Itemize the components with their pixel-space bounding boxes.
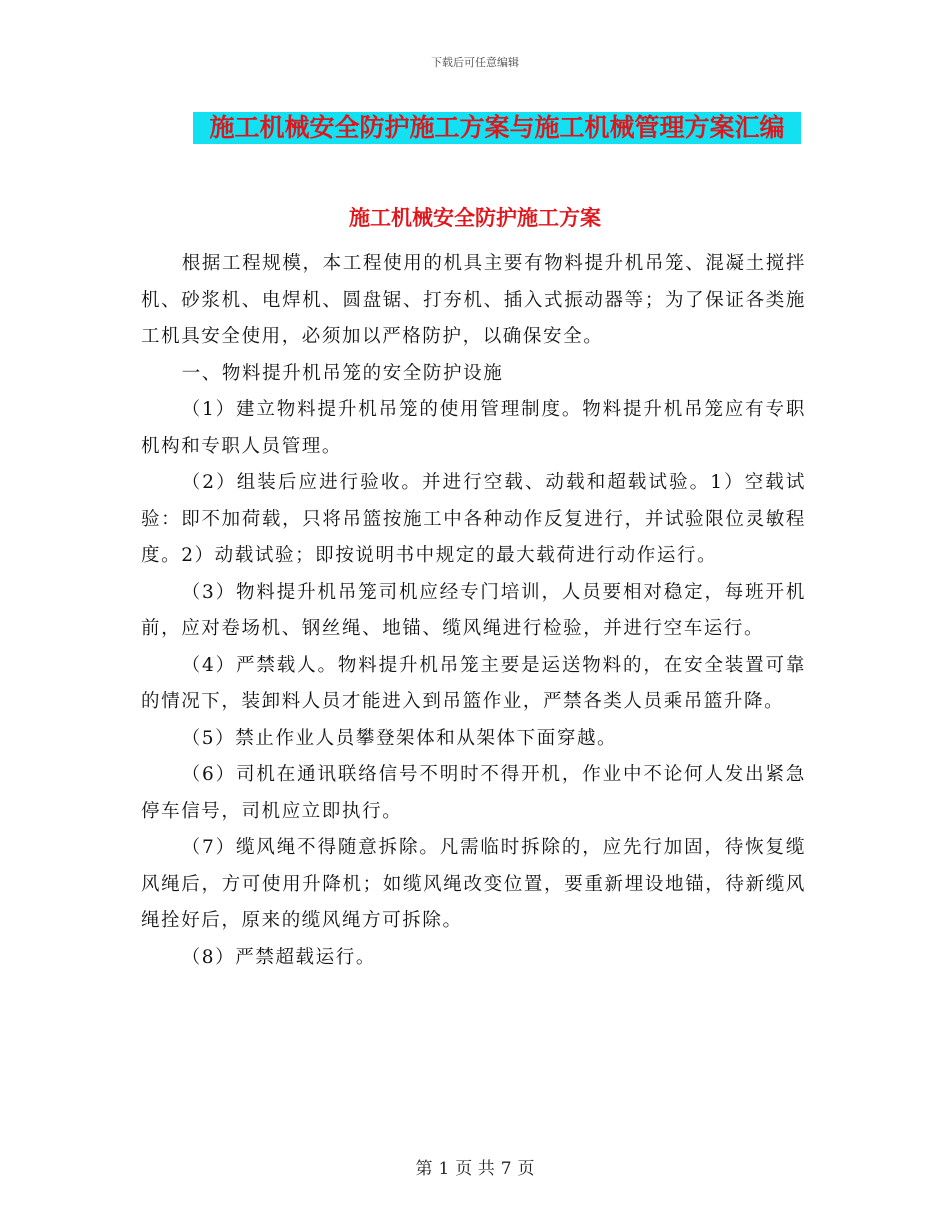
paragraph: （4）严禁载人。物料提升机吊笼主要是运送物料的，在安全装置可靠的情况下，装卸料人员才能进入到吊篮作业，严禁各类人员乘吊篮升降。 [141, 654, 806, 712]
paragraph: （8）严禁超载运行。 [181, 946, 376, 968]
footer-total-pages: 7 [500, 1159, 512, 1179]
footer-suffix: 页 [517, 1159, 535, 1179]
paragraph: （1）建立物料提升机吊笼的使用管理制度。物料提升机吊笼应有专职机构和专职人员管理。 [141, 399, 806, 457]
section-title: 施工机械安全防护施工方案 [349, 205, 601, 230]
paragraph: （7）缆风绳不得随意拆除。凡需临时拆除的，应先行加固，待恢复缆风绳后，方可使用升降机；如缆风绳改变位置，要重新埋设地锚，待新缆风绳拴好后，原来的缆风绳方可拆除。 [141, 837, 806, 931]
footer-middle: 页 共 [455, 1159, 495, 1179]
paragraph: 根据工程规模，本工程使用的机具主要有物料提升机吊笼、混凝土搅拌机、砂浆机、电焊机、圆盘锯、打夯机、插入式振动器等；为了保证各类施工机具安全使用，必须加以严格防护，以确保安全。 [141, 253, 806, 347]
footer-prefix: 第 [415, 1159, 433, 1179]
paragraph: （5）禁止作业人员攀登架体和从架体下面穿越。 [181, 727, 618, 749]
header-note: 下载后可任意编辑 [431, 56, 519, 69]
paragraph: （2）组装后应进行验收。并进行空载、动载和超载试验。1）空载试验：即不加荷载，只将吊篮按施工中各种动作反复进行，并试验限位灵敏程度。2）动载试验；即按说明书中规定的最大载荷进行动作运行。 [141, 472, 806, 566]
footer-current-page: 1 [438, 1159, 450, 1179]
paragraph: （6）司机在通讯联络信号不明时不得开机，作业中不论何人发出紧急停车信号，司机应立即执行。 [141, 764, 806, 822]
page-footer [0, 1154, 950, 1179]
body-text [141, 246, 806, 976]
document-title: 施工机械安全防护施工方案与施工机械管理方案汇编 [193, 112, 801, 144]
subsection-heading: 一、物料提升机吊笼的安全防护设施 [181, 362, 504, 384]
paragraph: （3）物料提升机吊笼司机应经专门培训，人员要相对稳定，每班开机前，应对卷场机、钢丝绳、地锚、缆风绳进行检验，并进行空车运行。 [141, 581, 806, 639]
